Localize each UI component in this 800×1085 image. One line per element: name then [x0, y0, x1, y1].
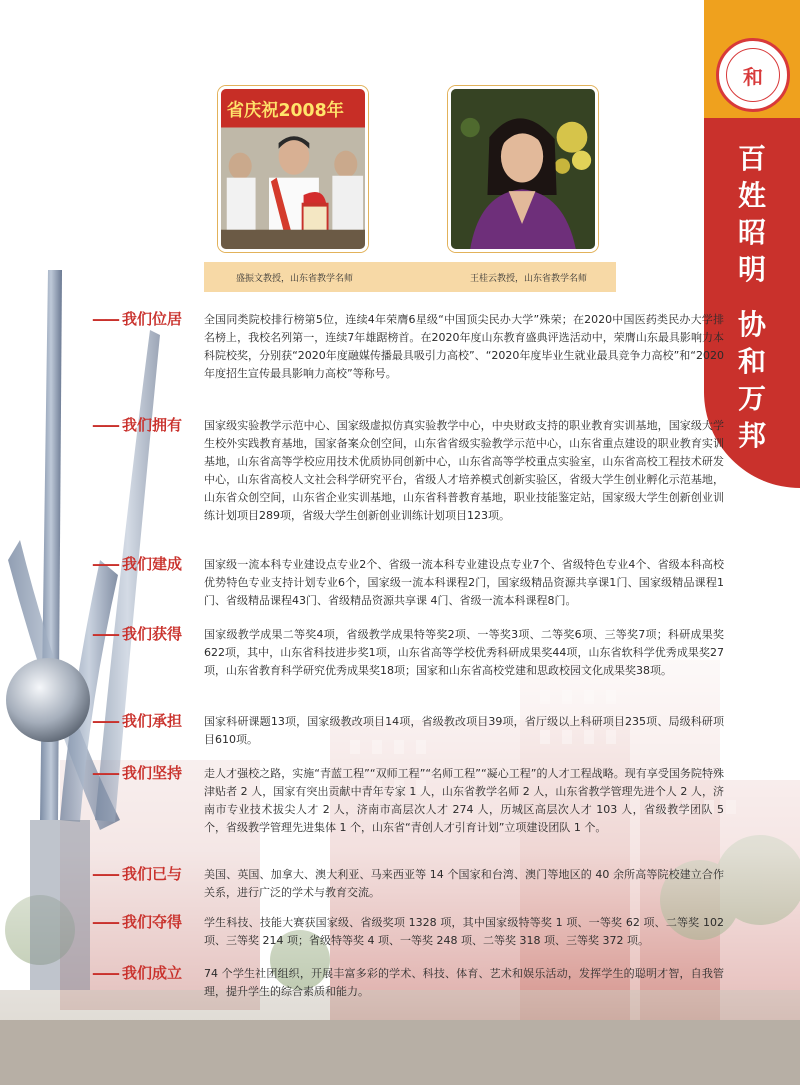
university-logo: [716, 38, 790, 112]
side-title-char: 明: [737, 253, 766, 286]
side-title-char: 协: [737, 308, 766, 341]
section-text: 全国同类院校排行榜第5位，连续4年荣膺6星级“中国顶尖民办大学”殊荣；在2020中国医药类民办大学排名榜上，我校名列第一，连续7年雄踞榜首。在2020年度山东教育盛典评选活动中，荣膺山东最具影响力本科院校奖，分别获“2020年度融媒传播最具吸引力高校”、“2020年度毕业生就业最具竞争力高校”和“2020年度招生宣传最具影响力高校”等称号。: [204, 313, 724, 380]
section-text: 74 个学生社团组织，开展丰富多彩的学术、科技、体育、艺术和娱乐活动，发挥学生的聪明才智，自我管理，提升学生的综合素质和能力。: [204, 967, 724, 998]
section-text: 国家级一流本科专业建设点专业2个、省级一流本科专业建设点专业7个、省级特色专业4个、省级本科高校优势特色专业支持计划专业6个，国家级一流本科课程2门，国家级精品资源共享课1门、国家级精品课程1门、省级精品课程43门、省级精品资源共享课 4门、省级一流本科课程8门。: [204, 558, 724, 607]
side-title-char: 邦: [737, 419, 766, 452]
section-label: —— 我们成立: [92, 964, 183, 982]
section-text: 国家科研课题13项，国家级教改项目14项，省级教改项目39项，省厅级以上科研项目235项、局级科研项目610项。: [204, 715, 724, 746]
section-text: 学生科技、技能大赛获国家级、省级奖项 1328 项，其中国家级特等奖 1 项、一等奖 62 项、二等奖 102 项、三等奖 214 项；省级特等奖 4 项、一等奖 248 项、二等奖 318 项、三等奖 372 项。: [204, 916, 724, 947]
section-text: 走人才强校之路，实施“青蓝工程”“双师工程”“名师工程”“凝心工程”的人才工程战略。现有享受国务院特殊津贴者 2 人，国家有突出贡献中青年专家 1 人，山东省教学名师 2 人，山东省教学管理先进个人 2 人，济南市专业技术拔尖人才 2 人，济南市高层次人才 274 人，历城区高层次人才 103 人，省级教学团队 5 个，省级教学管理先进集体 1 个，山东省“青创人才引育计划”立项建设团队 1 个。: [204, 767, 724, 834]
side-title-char: 昭: [737, 216, 766, 249]
logo-emblem: 和: [726, 48, 780, 102]
photo-caption: 盛振文教授，山东省教学名师: [236, 274, 354, 284]
photo-professor-sheng: [218, 86, 368, 252]
section-text: 国家级教学成果二等奖4项，省级教学成果特等奖2项、一等奖3项、二等奖6项、三等奖7项；科研成果奖622项，其中，山东省科技进步奖1项，山东省高等学校优秀科研成果奖44项，山东省软科学优秀成果奖27项，山东省教育科学研究优秀成果奖18项；国家和山东省高校党建和思政校园文化成果奖38项。: [204, 628, 724, 677]
section-label: —— 我们已与: [92, 865, 183, 883]
photo-caption: 王桂云教授，山东省教学名师: [470, 274, 588, 284]
section-text: 国家级实验教学示范中心、国家级虚拟仿真实验教学中心，中央财政支持的职业教育实训基地，国家级大学生校外实践教育基地，国家备案众创空间，山东省省级实验教学示范中心，山东省重点建设的职业教育实训基地，山东省高等学校应用技术优质协同创新中心，山东省高等学校重点实验室，山东省高校工程技术研发中心，山东省高校人文社会科学研究平台，省级人才培养模式创新实验区，省级大学生创业孵化示范基地，山东省众创空间，山东省企业实训基地，山东省科普教育基地，职业技能鉴定站，国家级大学生创新创业训练计划项目289项，省级大学生创新创业训练计划项目123项。: [204, 419, 724, 522]
section-text: 美国、英国、加拿大、澳大利亚、马来西亚等 14 个国家和台湾、澳门等地区的 40 余所高等院校建立合作关系，进行广泛的学术与教育交流。: [204, 868, 724, 899]
section-label: —— 我们获得: [92, 625, 183, 643]
side-title: [704, 140, 800, 454]
section-label: —— 我们坚持: [92, 764, 183, 782]
section-label: —— 我们夺得: [92, 913, 183, 931]
photo-banner-text: 省庆祝2008年: [226, 100, 344, 121]
section-label: —— 我们建成: [92, 555, 183, 573]
side-title-char: 姓: [737, 179, 766, 212]
side-title-char: 和: [737, 345, 766, 378]
photo-professor-wang: [448, 86, 598, 252]
side-title-char: 百: [737, 142, 766, 175]
section-label: —— 我们位居: [92, 310, 183, 328]
section-label: —— 我们拥有: [92, 416, 183, 434]
section-label: —— 我们承担: [92, 712, 183, 730]
side-title-char: 万: [737, 382, 766, 415]
